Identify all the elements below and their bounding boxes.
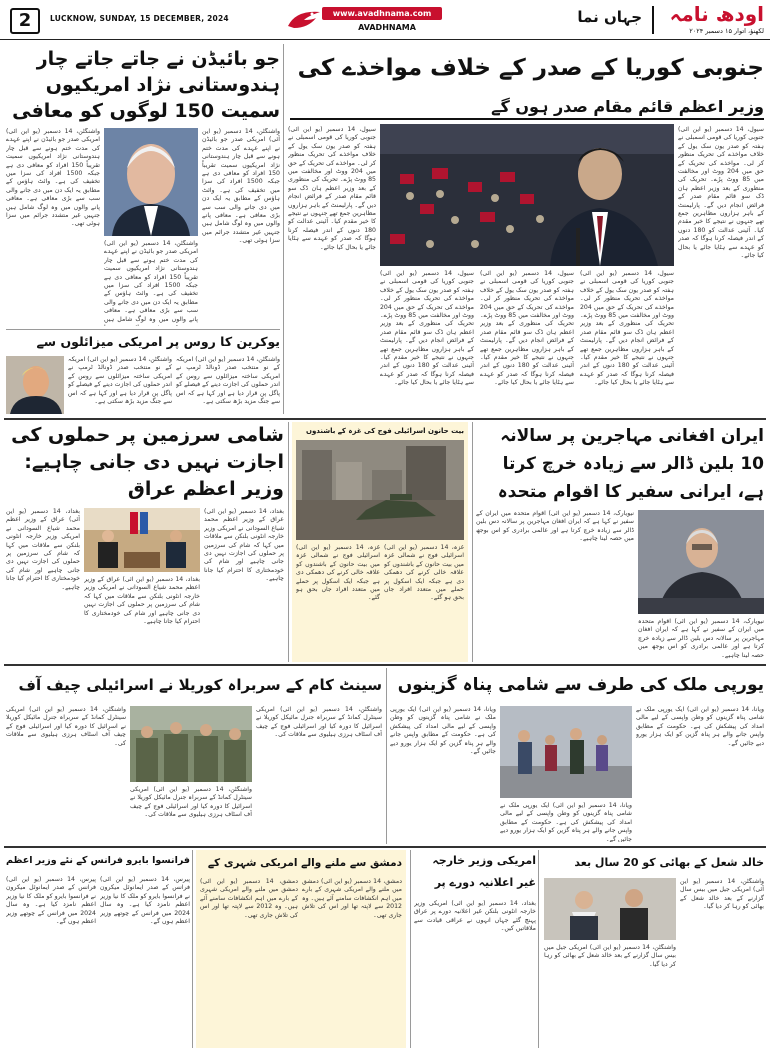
gaza-photo: [296, 440, 464, 540]
divider-iran-gaza: [472, 422, 473, 662]
paper-name-urdu: اودھ نامہ: [669, 2, 764, 26]
iran-photo: [638, 510, 764, 614]
website-strip[interactable]: www.avadhnama.com: [322, 7, 442, 20]
centcom-body-col-1: واشنگٹن، 14 دسمبر (یو این آئی) امریکی سینٹرل کمانڈ کے سربراہ جنرل مائیکل کوریلا نے اسرائیل کا دورہ کیا اور اسرائیلی فوج کے چیف آف اسٹاف ہرزی ہیلیوی سے ملاقات کی۔: [256, 706, 382, 739]
divider-biden-trump: [6, 329, 280, 330]
trump-headline: یوکرین کا روس پر امریکی میزائلوں سے: [36, 334, 280, 349]
divider-usminister-damascus: [410, 850, 411, 1048]
korea-body-col-5: سیول، 14 دسمبر (یو این آئی) جنوبی کوریا کی قومی اسمبلی نے ہفتہ کو صدر یون سک یول کے خلاف مواخذے کی تحریک منظور کر لی۔ مواخذے کی تحریک کے حق میں 204 ووٹ اور مخالفت میں 85 ووٹ پڑے۔ تحریک کی منظوری کے بعد وزیر اعظم ہان ڈک سو قائم مقام صدر کے فرائض انجام دیں گے۔ پارلیمنٹ کے باہر ہزاروں مظاہرین جمع تھے جنہوں نے نتیجے کا خیر مقدم کیا۔ آئینی عدالت کو 180 دنوں کے اندر فیصلہ کرنا ہوگا کہ صدر کو عہدے سے ہٹایا جائے یا بحال کیا جائے۔: [580, 270, 674, 387]
damascus-body-col-1: دمشق، 14 دسمبر (یو این آئی) دمشق میں ملنے والے امریکی شہری کے بارے میں اہم انکشافات سامنے آئے ہیں۔ وہ 2012 سے لاپتہ تھا اور اس کی تلاش جاری تھی۔: [302, 878, 402, 919]
centcom-photo: [130, 706, 252, 782]
korea-body-col-4: سیول، 14 دسمبر (یو این آئی) جنوبی کوریا کی قومی اسمبلی نے ہفتہ کو صدر یون سک یول کے خلاف مواخذے کی تحریک منظور کر لی۔ مواخذے کی تحریک کے حق میں 204 ووٹ اور مخالفت میں 85 ووٹ پڑے۔ تحریک کی منظوری کے بعد وزیر اعظم ہان ڈک سو قائم مقام صدر کے فرائض انجام دیں گے۔ پارلیمنٹ کے باہر ہزاروں مظاہرین جمع تھے جنہوں نے نتیجے کا خیر مقدم کیا۔ آئینی عدالت کو 180 دنوں کے اندر فیصلہ کرنا ہوگا کہ صدر کو عہدے سے ہٹایا جائے یا بحال کیا جائے۔: [480, 270, 574, 387]
khalid-headline: خالد شعل کے بھائی کو 20 سال بعد: [574, 856, 764, 869]
iran-body-col-1: نیویارک، 14 دسمبر (یو این آئی) اقوام متحدہ میں ایران کے سفیر نے کہا ہے کہ ایران افغان مہاجرین پر سالانہ دس بلین ڈالر سے زیادہ خرچ کرتا ہے اور عالمی برادری کو اس بوجھ میں حصہ لینا چاہیے۔: [476, 510, 634, 543]
divider-damascus-france: [192, 850, 193, 1048]
damascus-body-col-2: دمشق، 14 دسمبر (یو این آئی) دمشق میں ملنے والے امریکی شہری کے بارے میں اہم انکشافات سامنے آئے ہیں۔ وہ 2012 سے لاپتہ تھا اور اس کی تلاش جاری تھی۔: [200, 878, 298, 919]
iraq-photo: [84, 508, 200, 572]
gaza-headline: بیت حانون اسرائیلی فوج کی غزہ کے باشندوں: [305, 427, 464, 435]
khalid-body-col-2: واشنگٹن، 14 دسمبر (یو این آئی) امریکی جیل میں بیس سال گزارنے کے بعد خالد شعل کے بھائی کو رہا کر دیا گیا۔: [544, 944, 676, 968]
europe-body-col-3: ویانا، 14 دسمبر (یو این آئی) ایک یورپی ملک نے شامی پناہ گزینوں کو وطن واپسی کے لیے مالی امداد کی پیشکش کی ہے۔ حکومت کے مطابق واپس جانے والے ہر پناہ گزین کو ایک ہزار یورو دیے جائیں گے۔: [500, 802, 632, 842]
iraq-headline: شامی سرزمین پر حملوں کی اجازت نہیں دی جانی چاہیے: وزیر اعظم عراق: [11, 424, 284, 500]
iran-body-col-2: نیویارک، 14 دسمبر (یو این آئی) اقوام متحدہ میں ایران کے سفیر نے کہا ہے کہ ایران افغان مہاجرین پر سالانہ دس بلین ڈالر سے زیادہ خرچ کرتا ہے اور عالمی برادری کو اس بوجھ میں حصہ لینا چاہیے۔: [638, 618, 764, 659]
trump-body-col-2: واشنگٹن، 14 دسمبر (یو این آئی) امریکہ کے نو منتخب صدر ڈونالڈ ٹرمپ نے امریکی ساختہ میزائلوں سے روس کے اندر حملوں کی اجازت دینے کے فیصلے کو پاگل پن قرار دیا ہے اور کہا ہے کہ اس سے جنگ مزید بڑھ سکتی ہے۔: [176, 356, 280, 406]
centcom-body-col-3: واشنگٹن، 14 دسمبر (یو این آئی) امریکی سینٹرل کمانڈ کے سربراہ جنرل مائیکل کوریلا نے اسرائیل کا دورہ کیا اور اسرائیلی فوج کے چیف آف اسٹاف ہرزی ہیلیوی سے ملاقات کی۔: [130, 786, 252, 819]
paper-name-en: AVADHNAMA: [358, 23, 416, 32]
us-minister-headline: امریکی وزیر خارجہ غیر اعلانیہ دورے پر: [432, 854, 536, 889]
centcom-headline: سینٹ کام کے سربراہ کوریلا نے اسرائیلی چیف آف: [18, 676, 382, 694]
released-prisoner-image: [544, 878, 676, 940]
france-body-col-1: پیرس، 14 دسمبر (یو این آئی) فرانس کے صدر ایمانوئل میکرون نے فرانسوا بایرو کو ملک کا نیا وزیر اعظم نامزد کیا ہے۔ وہ سال 2024 میں فرانس کے چوتھے وزیر اعظم ہوں گے۔: [100, 876, 190, 926]
date-line: LUCKNOW, SUNDAY, 15 DECEMBER, 2024: [50, 14, 229, 23]
section-divider-1: [4, 418, 766, 420]
divider-khalid-usminister: [538, 850, 539, 1048]
europe-body-col-1: ویانا، 14 دسمبر (یو این آئی) ایک یورپی ملک نے شامی پناہ گزینوں کو وطن واپسی کے لیے مالی امداد کی پیشکش کی ہے۔ حکومت کے مطابق واپس جانے والے ہر پناہ گزین کو ایک ہزار یورو دیے جائیں گے۔: [636, 706, 764, 747]
trump-body-col-1: واشنگٹن، 14 دسمبر (یو این آئی) امریکہ کے نو منتخب صدر ڈونالڈ ٹرمپ نے امریکی ساختہ میزائلوں سے روس کے اندر حملوں کی اجازت دینے کے فیصلے کو پاگل پن قرار دیا ہے اور کہا ہے کہ اس سے جنگ مزید بڑھ سکتی ہے۔: [68, 356, 172, 406]
korea-subhead: وزیر اعظم قائم مقام صدر ہوں گے: [290, 94, 764, 120]
section-divider-3: [4, 846, 766, 848]
us-minister-body: بغداد، 14 دسمبر (یو این آئی) امریکی وزیر خارجہ انٹونی بلنکن غیر اعلانیہ دورے پر عراق پہنچ گئے جہاں انہوں نے عراقی قیادت سے ملاقاتیں کیں۔: [414, 900, 536, 933]
europe-body-col-2: ویانا، 14 دسمبر (یو این آئی) ایک یورپی ملک نے شامی پناہ گزینوں کو وطن واپسی کے لیے مالی امداد کی پیشکش کی ہے۔ حکومت کے مطابق واپس جانے والے ہر پناہ گزین کو ایک ہزار یورو دیے جائیں گے۔: [390, 706, 496, 756]
centcom-body-col-2: واشنگٹن، 14 دسمبر (یو این آئی) امریکی سینٹرل کمانڈ کے سربراہ جنرل مائیکل کوریلا نے اسرائیل کا دورہ کیا اور اسرائیلی فوج کے چیف آف اسٹاف ہرزی ہیلیوی سے ملاقات کی۔: [6, 706, 126, 747]
divider-europe-centcom: [386, 668, 387, 844]
section-title: جہاں نما: [577, 8, 642, 26]
brand-logo: [286, 4, 446, 36]
biden-body-col-1: واشنگٹن، 14 دسمبر (یو این آئی) امریکی صدر جو بائیڈن نے اپنے عہدے کی مدت ختم ہونے سے قبل چار ہندوستانی نژاد امریکیوں سمیت تقریباً 150 افراد کو معافی دی ہے جبکہ 1500 افراد کی سزا میں تخفیف کی ہے۔ وائٹ ہاؤس کے مطابق یہ ایک دن میں دی جانے والی سب سے بڑی معافی ہے۔ معافی پانے والوں میں وہ لوگ شامل ہیں جنہیں غیر متشدد جرائم میں سزا ہوئی تھی۔: [202, 128, 280, 245]
officials-meeting-image: [84, 508, 200, 572]
urdu-date: لکھنؤ، اتوار ۱۵ دسمبر ۲۰۲۴: [689, 27, 764, 35]
biden-photo: [104, 128, 198, 236]
protest-crowd-image: [380, 124, 674, 266]
trump-photo: [6, 356, 64, 414]
gaza-body-col-2: غزہ، 14 دسمبر (یو این آئی) اسرائیلی فوج نے شمالی غزہ میں بیت حانون کے باشندوں کو علاقہ خالی کرنے کی دھمکی دی ہے جبکہ ایک اسکول پر حملے میں متعدد افراد جاں بحق ہو گئے۔: [296, 544, 380, 602]
europe-photo: [500, 706, 632, 798]
damascus-headline: دمشق سے ملنے والے امریکی شہری کے: [207, 857, 402, 869]
iran-headline: ایران افغانی مہاجرین پر سالانہ 10 بلین ڈالر سے زیادہ خرچ کرتا ہے، ایرانی سفیر کا اقوام متحدہ: [497, 426, 764, 502]
biden-body-col-2: واشنگٹن، 14 دسمبر (یو این آئی) امریکی صدر جو بائیڈن نے اپنے عہدے کی مدت ختم ہونے سے قبل چار ہندوستانی نژاد امریکیوں سمیت تقریباً 150 افراد کو معافی دی ہے جبکہ 1500 افراد کی سزا میں تخفیف کی ہے۔ وائٹ ہاؤس کے مطابق یہ ایک دن میں دی جانے والی سب سے بڑی معافی ہے۔ معافی پانے والوں میں وہ لوگ شامل ہیں جنہیں غیر متشدد جرائم میں سزا ہوئی تھی۔: [6, 128, 100, 228]
biden-headline: جو بائیڈن نے جاتے جاتے چار ہندوستانی نژاد امریکیوں سمیت 150 لوگوں کو معافی: [12, 48, 280, 122]
iraq-body-col-1: بغداد، 14 دسمبر (یو این آئی) عراق کے وزیر اعظم محمد شیاع السودانی نے امریکی وزیر خارجہ انٹونی بلنکن سے ملاقات میں کہا کہ شام کی سرزمین پر حملوں کی اجازت نہیں دی جانی چاہیے اور شام کی خودمختاری کا احترام کیا جانا چاہیے۔: [204, 508, 284, 583]
destroyed-buildings-image: [296, 440, 464, 540]
refugees-walking-image: [500, 706, 632, 798]
military-officers-image: [130, 706, 252, 782]
france-body-col-2: پیرس، 14 دسمبر (یو این آئی) فرانس کے صدر ایمانوئل میکرون نے فرانسوا بایرو کو ملک کا نیا وزیر اعظم نامزد کیا ہے۔ وہ سال 2024 میں فرانس کے چوتھے وزیر اعظم ہوں گے۔: [6, 876, 96, 926]
gaza-body-col-1: غزہ، 14 دسمبر (یو این آئی) اسرائیلی فوج نے شمالی غزہ میں بیت حانون کے باشندوں کو علاقہ خالی کرنے کی دھمکی دی ہے جبکہ ایک اسکول پر حملے میں متعدد افراد جاں بحق ہو گئے۔: [384, 544, 464, 602]
korea-photo: [380, 124, 674, 266]
iraq-body-col-3: بغداد، 14 دسمبر (یو این آئی) عراق کے وزیر اعظم محمد شیاع السودانی نے امریکی وزیر خارجہ انٹونی بلنکن سے ملاقات میں کہا کہ شام کی سرزمین پر حملوں کی اجازت نہیں دی جانی چاہیے اور شام کی خودمختاری کا احترام کیا جانا چاہیے۔: [84, 576, 200, 626]
korea-body-col-3: سیول، 14 دسمبر (یو این آئی) جنوبی کوریا کی قومی اسمبلی نے ہفتہ کو صدر یون سک یول کے خلاف مواخذے کی تحریک منظور کر لی۔ مواخذے کی تحریک کے حق میں 204 ووٹ اور مخالفت میں 85 ووٹ پڑے۔ تحریک کی منظوری کے بعد وزیر اعظم ہان ڈک سو قائم مقام صدر کے فرائض انجام دیں گے۔ پارلیمنٹ کے باہر ہزاروں مظاہرین جمع تھے جنہوں نے نتیجے کا خیر مقدم کیا۔ آئینی عدالت کو 180 دنوں کے اندر فیصلہ کرنا ہوگا کہ صدر کو عہدے سے ہٹایا جائے یا بحال کیا جائے۔: [380, 270, 474, 387]
khalid-photo: [544, 878, 676, 940]
korea-headline: جنوبی کوریا کے صدر کے خلاف مواخذے کی: [297, 55, 764, 81]
khalid-body-col-1: واشنگٹن، 14 دسمبر (یو این آئی) امریکی جیل میں بیس سال گزارنے کے بعد خالد شعل کے بھائی کو رہا کر دیا گیا۔: [680, 878, 764, 911]
korea-body-col-2: سیول، 14 دسمبر (یو این آئی) جنوبی کوریا کی قومی اسمبلی نے ہفتہ کو صدر یون سک یول کے خلاف مواخذے کی تحریک منظور کر لی۔ مواخذے کی تحریک کے حق میں 204 ووٹ اور مخالفت میں 85 ووٹ پڑے۔ تحریک کی منظوری کے بعد وزیر اعظم ہان ڈک سو قائم مقام صدر کے فرائض انجام دیں گے۔ پارلیمنٹ کے باہر ہزاروں مظاہرین جمع تھے جنہوں نے نتیجے کا خیر مقدم کیا۔ آئینی عدالت کو 180 دنوں کے اندر فیصلہ کرنا ہوگا کہ صدر کو عہدے سے ہٹایا جائے یا بحال کیا جائے۔: [288, 126, 376, 251]
divider-gaza-iraq: [288, 422, 289, 662]
france-headline: فرانسوا بایرو فرانس کے نئے وزیر اعظم: [6, 855, 190, 866]
masthead-divider: [652, 6, 654, 34]
biden-body-col-3: واشنگٹن، 14 دسمبر (یو این آئی) امریکی صدر جو بائیڈن نے اپنے عہدے کی مدت ختم ہونے سے قبل چار ہندوستانی نژاد امریکیوں سمیت تقریباً 150 افراد کو معافی دی ہے جبکہ 1500 افراد کی سزا میں تخفیف کی ہے۔ وائٹ ہاؤس کے مطابق یہ ایک دن میں دی جانے والی سب سے بڑی معافی ہے۔ معافی پانے والوں میں وہ لوگ شامل ہیں: [104, 240, 198, 323]
korea-body-col-1: سیول، 14 دسمبر (یو این آئی) جنوبی کوریا کی قومی اسمبلی نے ہفتہ کو صدر یون سک یول کے خلاف مواخذے کی تحریک منظور کر لی۔ مواخذے کی تحریک کے حق میں 204 ووٹ اور مخالفت میں 85 ووٹ پڑے۔ تحریک کی منظوری کے بعد وزیر اعظم ہان ڈک سو قائم مقام صدر کے فرائض انجام دیں گے۔ پارلیمنٹ کے باہر ہزاروں مظاہرین جمع تھے جنہوں نے نتیجے کا خیر مقدم کیا۔ آئینی عدالت کو 180 دنوں کے اندر فیصلہ کرنا ہوگا کہ صدر کو عہدے سے ہٹایا جائے یا بحال کیا جائے۔: [678, 126, 764, 260]
section-divider-2: [4, 664, 766, 666]
column-divider: [283, 44, 284, 414]
iraq-body-col-2: بغداد، 14 دسمبر (یو این آئی) عراق کے وزیر اعظم محمد شیاع السودانی نے امریکی وزیر خارجہ انٹونی بلنکن سے ملاقات میں کہا کہ شام کی سرزمین پر حملوں کی اجازت نہیں دی جانی چاہیے اور شام کی خودمختاری کا احترام کیا جانا چاہیے۔: [6, 508, 80, 591]
europe-headline: یورپی ملک کی طرف سے شامی پناہ گزینوں: [397, 675, 764, 695]
masthead: [0, 0, 770, 40]
bird-logo-icon: [286, 6, 322, 34]
page-number: 2: [10, 8, 40, 34]
